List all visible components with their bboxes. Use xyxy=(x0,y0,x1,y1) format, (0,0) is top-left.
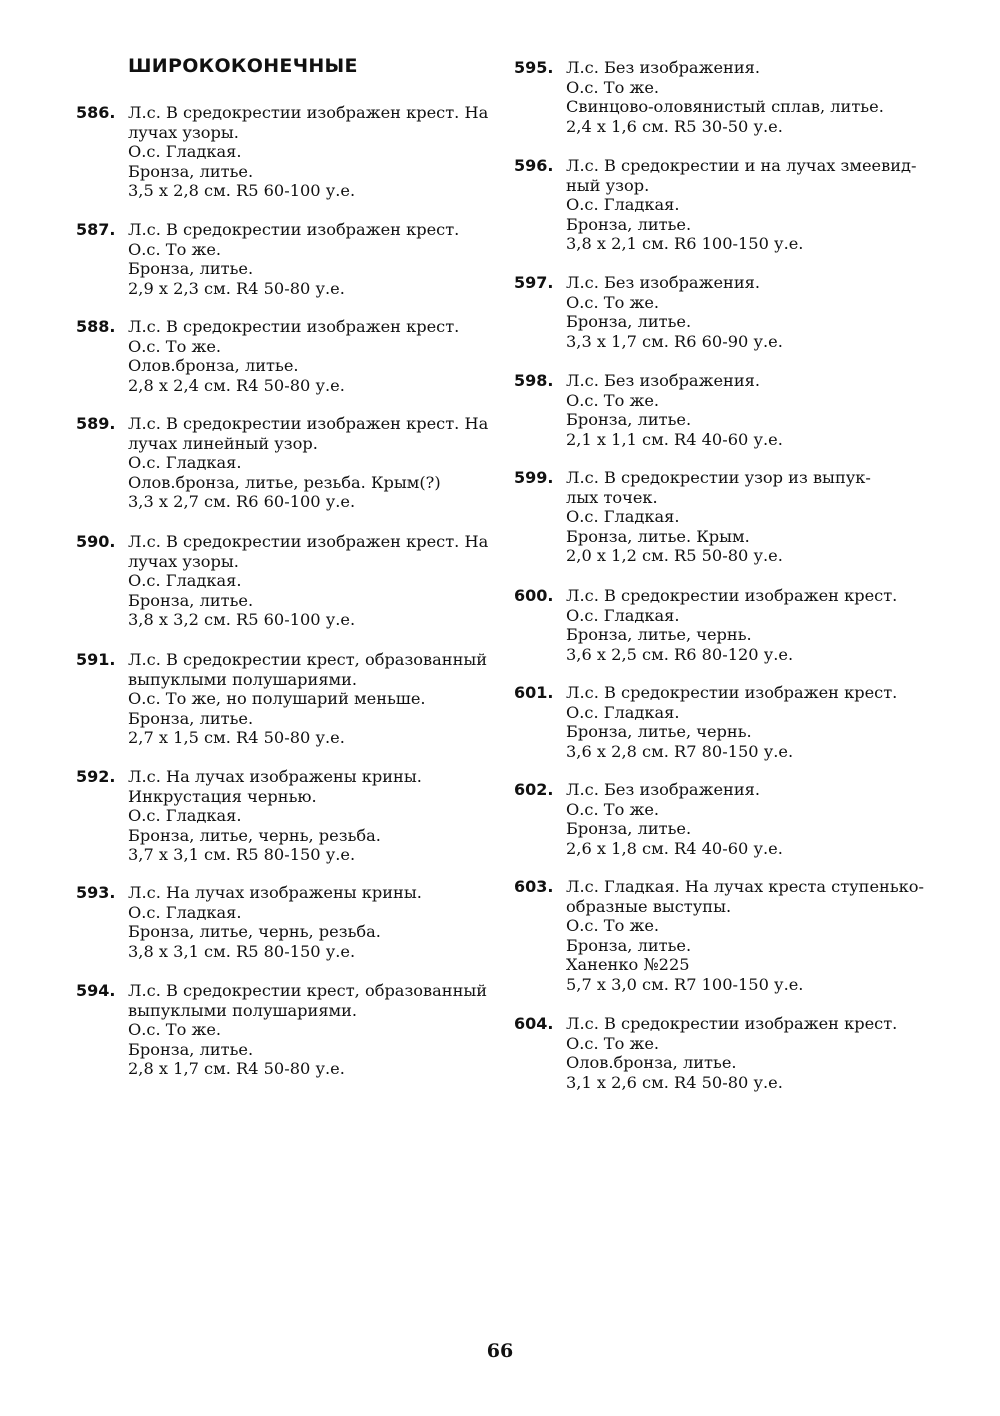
entry-line: Бронза, литье, чернь. xyxy=(566,625,752,645)
entry-line: лучах узоры. xyxy=(128,122,239,142)
entry-line: 3,6 х 2,8 см. R7 80-150 у.е. xyxy=(566,741,794,761)
entry-number: 590. xyxy=(76,532,116,551)
entry-line: 3,6 х 2,5 см. R6 80-120 у.е. xyxy=(566,644,794,664)
entry-description xyxy=(566,1014,956,1092)
entry-line: О.с. То же. xyxy=(566,292,660,312)
entry-line: Бронза, литье. xyxy=(128,259,254,279)
entry-number: 593. xyxy=(76,883,116,902)
entry-line: выпуклыми полушариями. xyxy=(128,1000,358,1020)
entry-line: Л.с. В средокрестии и на лучах змеевид- xyxy=(566,156,917,175)
entry-line: 3,8 х 2,1 см. R6 100-150 у.е. xyxy=(566,234,804,254)
entry-number: 599. xyxy=(514,468,554,487)
entry-number: 600. xyxy=(514,586,554,605)
entry-line: О.с. Гладкая. xyxy=(566,605,680,625)
entry-line: Бронза, литье. xyxy=(128,1039,254,1059)
entry-line: О.с. Гладкая. xyxy=(128,142,242,162)
entry-line: 3,3 х 1,7 см. R6 60-90 у.е. xyxy=(566,331,783,351)
entry-line: Л.с. В средокрестии крест, образованный xyxy=(128,650,488,669)
entry-line: Ханенко №225 xyxy=(566,955,690,975)
entry-line: Л.с. Без изображения. xyxy=(566,58,760,77)
entry-description xyxy=(128,981,518,1079)
entry-description xyxy=(128,103,518,201)
page-number: 66 xyxy=(486,1340,514,1362)
entry-line: 3,1 х 2,6 см. R4 50-80 у.е. xyxy=(566,1072,783,1092)
entry-description xyxy=(566,371,956,449)
entry-line: О.с. То же. xyxy=(566,77,660,97)
entry-line: Бронза, литье. xyxy=(128,708,254,728)
entry-line: 2,1 х 1,1 см. R4 40-60 у.е. xyxy=(566,429,783,449)
entry-line: О.с. То же. xyxy=(128,239,222,259)
entry-number: 601. xyxy=(514,683,554,702)
entry-line: лучах узоры. xyxy=(128,551,239,571)
entry-number: 595. xyxy=(514,58,554,77)
entry-line: Бронза, литье. Крым. xyxy=(566,526,750,546)
entry-description xyxy=(128,883,518,961)
entry-line: Л.с. Без изображения. xyxy=(566,371,760,390)
entry-line: Бронза, литье. xyxy=(566,819,692,839)
entry-line: О.с. Гладкая. xyxy=(128,902,242,922)
entry-line: Олов.бронза, литье. xyxy=(566,1053,737,1073)
entry-number: 592. xyxy=(76,767,116,786)
entry-line: Л.с. В средокрестии изображен крест. xyxy=(566,1014,898,1033)
entry-line: Л.с. В средокрестии изображен крест. xyxy=(128,317,460,336)
entry-line: Бронза, литье, чернь. xyxy=(566,722,752,742)
entry-description xyxy=(566,58,956,136)
entry-line: Олов.бронза, литье, резьба. Крым(?) xyxy=(128,472,441,492)
entry-description xyxy=(128,650,518,748)
entry-line: Бронза, литье, чернь, резьба. xyxy=(128,922,381,942)
entry-line: О.с. То же. xyxy=(566,1033,660,1053)
entry-line: Л.с. На лучах изображены крины. xyxy=(128,767,422,786)
entry-number: 594. xyxy=(76,981,116,1000)
entry-line: Л.с. В средокрестии изображен крест. На xyxy=(128,532,489,551)
entry-line: Л.с. В средокрестии крест, образованный xyxy=(128,981,488,1000)
entry-description xyxy=(128,532,518,630)
entry-line: 3,7 х 3,1 см. R5 80-150 у.е. xyxy=(128,845,356,865)
entry-number: 597. xyxy=(514,273,554,292)
entry-line: Л.с. В средокрестии изображен крест. xyxy=(566,586,898,605)
entry-description xyxy=(566,683,956,761)
entry-number: 586. xyxy=(76,103,116,122)
entry-line: 3,8 х 3,1 см. R5 80-150 у.е. xyxy=(128,941,356,961)
entry-line: О.с. Гладкая. xyxy=(128,453,242,473)
entry-line: выпуклыми полушариями. xyxy=(128,669,358,689)
entry-line: О.с. Гладкая. xyxy=(566,507,680,527)
entry-description xyxy=(128,220,518,298)
entry-line: О.с. Гладкая. xyxy=(128,806,242,826)
entry-line: Бронза, литье. xyxy=(566,312,692,332)
entry-line: О.с. Гладкая. xyxy=(128,571,242,591)
entry-line: Олов.бронза, литье. xyxy=(128,356,299,376)
entry-number: 591. xyxy=(76,650,116,669)
entry-line: 2,4 х 1,6 см. R5 30-50 у.е. xyxy=(566,116,783,136)
entry-line: 3,3 х 2,7 см. R6 60-100 у.е. xyxy=(128,492,356,512)
entry-number: 588. xyxy=(76,317,116,336)
entry-line: 2,8 х 1,7 см. R4 50-80 у.е. xyxy=(128,1059,345,1079)
entry-description xyxy=(566,468,956,566)
entry-line: Свинцово-оловянистый сплав, литье. xyxy=(566,97,884,117)
entry-line: 2,9 х 2,3 см. R4 50-80 у.е. xyxy=(128,278,345,298)
entry-line: Бронза, литье. xyxy=(566,410,692,430)
entry-line: 2,7 х 1,5 см. R4 50-80 у.е. xyxy=(128,728,345,748)
entry-line: О.с. То же. xyxy=(566,390,660,410)
entry-line: О.с. То же. xyxy=(566,916,660,936)
entry-line: Л.с. В средокрестии изображен крест. На xyxy=(128,414,489,433)
entry-number: 596. xyxy=(514,156,554,175)
entry-description xyxy=(566,780,956,858)
entry-number: 598. xyxy=(514,371,554,390)
entry-description xyxy=(128,317,518,395)
entry-description xyxy=(128,767,518,865)
entry-line: 3,5 х 2,8 см. R5 60-100 у.е. xyxy=(128,181,356,201)
entry-line: О.с. То же. xyxy=(128,1020,222,1040)
entry-line: О.с. То же. xyxy=(566,799,660,819)
entry-line: 5,7 х 3,0 см. R7 100-150 у.е. xyxy=(566,974,804,994)
entry-line: ный узор. xyxy=(566,175,650,195)
entry-line: 2,8 х 2,4 см. R4 50-80 у.е. xyxy=(128,375,345,395)
entry-line: образные выступы. xyxy=(566,896,732,916)
entry-line: Бронза, литье. xyxy=(566,935,692,955)
section-title: ШИРОКОКОНЕЧНЫЕ xyxy=(128,55,358,77)
entry-line: Л.с. В средокрестии изображен крест. xyxy=(128,220,460,239)
entry-line: Л.с. В средокрестии изображен крест. На xyxy=(128,103,489,122)
entry-number: 602. xyxy=(514,780,554,799)
entry-description xyxy=(566,156,956,254)
entry-line: Бронза, литье. xyxy=(128,161,254,181)
entry-line: Инкрустация чернью. xyxy=(128,786,317,806)
entry-line: Л.с. На лучах изображены крины. xyxy=(128,883,422,902)
entry-description xyxy=(566,273,956,351)
entry-line: 2,0 х 1,2 см. R5 50-80 у.е. xyxy=(566,546,783,566)
entry-line: О.с. То же, но полушарий меньше. xyxy=(128,689,426,709)
entry-line: лых точек. xyxy=(566,487,658,507)
entry-line: Л.с. В средокрестии изображен крест. xyxy=(566,683,898,702)
entry-line: О.с. Гладкая. xyxy=(566,195,680,215)
entry-number: 589. xyxy=(76,414,116,433)
entry-line: Л.с. Гладкая. На лучах креста ступенько- xyxy=(566,877,924,896)
entry-number: 587. xyxy=(76,220,116,239)
entry-line: лучах линейный узор. xyxy=(128,433,318,453)
entry-number: 604. xyxy=(514,1014,554,1033)
entry-description xyxy=(566,586,956,664)
entry-description xyxy=(566,877,956,995)
entry-line: Л.с. В средокрестии узор из выпук- xyxy=(566,468,871,487)
entry-line: Л.с. Без изображения. xyxy=(566,780,760,799)
entry-line: 2,6 х 1,8 см. R4 40-60 у.е. xyxy=(566,838,783,858)
entry-line: Л.с. Без изображения. xyxy=(566,273,760,292)
entry-line: Бронза, литье. xyxy=(566,214,692,234)
entry-number: 603. xyxy=(514,877,554,896)
entry-line: 3,8 х 3,2 см. R5 60-100 у.е. xyxy=(128,610,356,630)
entry-line: Бронза, литье. xyxy=(128,590,254,610)
entry-line: О.с. То же. xyxy=(128,336,222,356)
entry-line: О.с. Гладкая. xyxy=(566,702,680,722)
entry-line: Бронза, литье, чернь, резьба. xyxy=(128,825,381,845)
entry-description xyxy=(128,414,518,512)
